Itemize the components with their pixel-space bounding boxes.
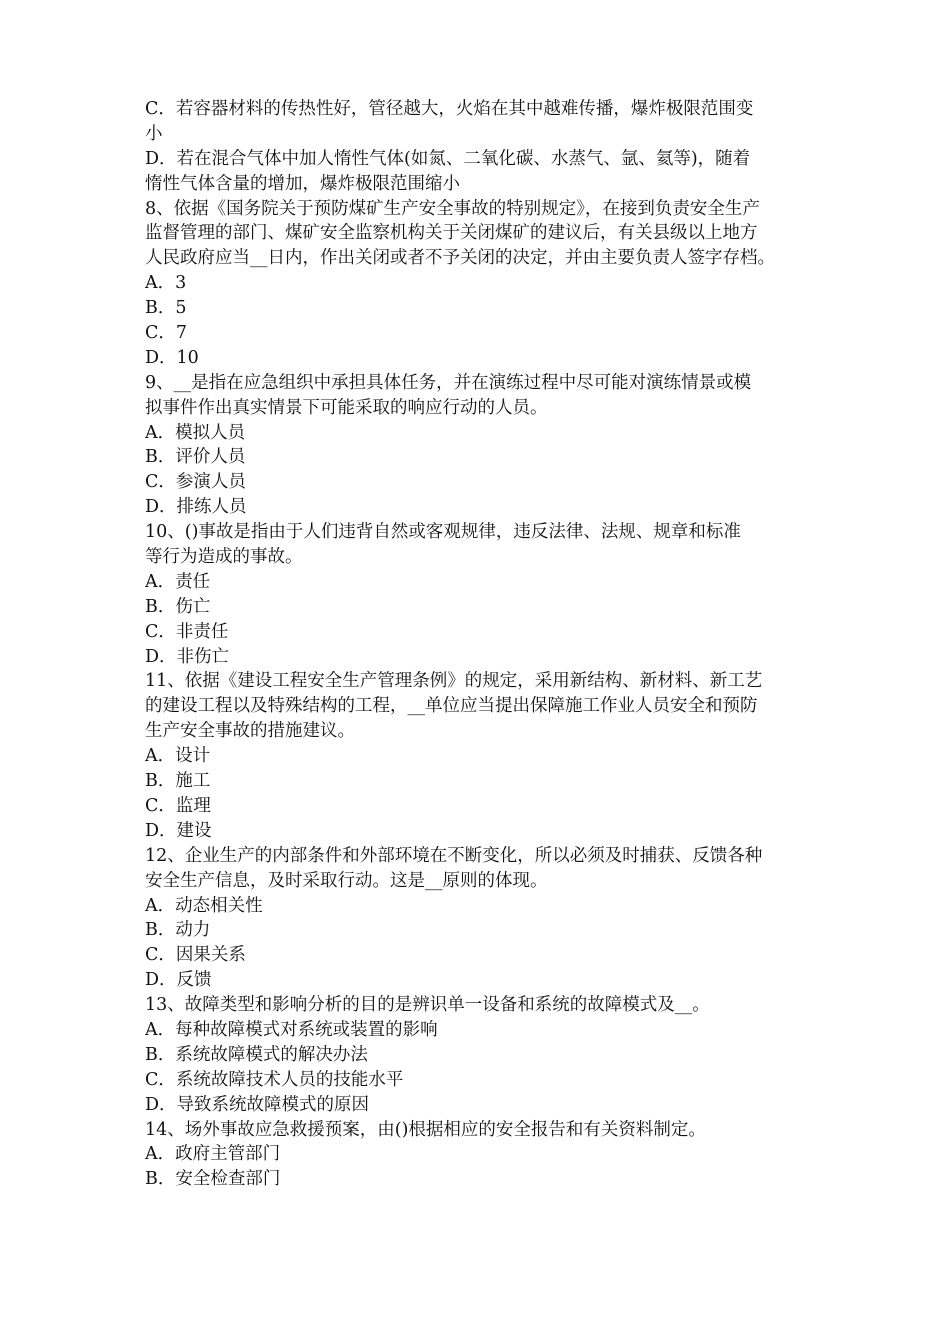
- text-line: C．若容器材料的传热性好，管径越大，火焰在其中越难传播，爆炸极限范围变: [145, 99, 754, 119]
- option-line: A．模拟人员: [145, 422, 246, 443]
- option-line: B．施工: [145, 771, 211, 792]
- option-line: C．系统故障技术人员的技能水平: [145, 1069, 404, 1090]
- option-line: C．因果关系: [145, 945, 246, 966]
- question-10: 10、()事故是指由于人们违背自然或客观规律，违反法律、法规、规章和标准: [145, 522, 741, 543]
- option-line: A．设计: [145, 746, 211, 767]
- question-11: 11、依据《建设工程安全生产管理条例》的规定，采用新结构、新材料、新工艺: [145, 671, 763, 692]
- option-line: D．导致系统故障模式的原因: [145, 1094, 370, 1115]
- option-line: A．政府主管部门: [145, 1144, 281, 1165]
- question-13: 13、故障类型和影响分析的目的是辨识单一设备和系统的故障模式及__。: [145, 995, 710, 1016]
- option-line: C．参演人员: [145, 472, 246, 493]
- option-line: D．反馈: [145, 970, 212, 991]
- text-line: 监督管理的部门、煤矿安全监察机构关于关闭煤矿的建议后，有关县级以上地方: [145, 223, 758, 244]
- option-line: A．每种故障模式对系统或装置的影响: [145, 1019, 438, 1040]
- text-line: D．若在混合气体中加人惰性气体(如氮、二氧化碳、水蒸气、氩、氦等)，随着: [145, 148, 751, 169]
- option-line: C．非责任: [145, 621, 229, 642]
- option-line: A．3: [145, 273, 187, 294]
- question-14: 14、场外事故应急救援预案，由()根据相应的安全报告和有关资料制定。: [145, 1119, 706, 1140]
- option-line: B．评价人员: [145, 447, 246, 468]
- text-line: 惰性气体含量的增加，爆炸极限范围缩小: [145, 173, 460, 194]
- document-page: [145, 97, 813, 1192]
- option-line: B．5: [145, 298, 187, 319]
- option-line: A．责任: [145, 571, 211, 592]
- option-line: D．非伤亡: [145, 646, 230, 667]
- option-line: B．系统故障模式的解决办法: [145, 1044, 368, 1065]
- text-line: 人民政府应当__日内，作出关闭或者不予关闭的决定，并由主要负责人签字存档。: [145, 248, 775, 269]
- option-line: C．7: [145, 323, 188, 344]
- option-line: C．监理: [145, 795, 211, 816]
- text-line: 小: [145, 123, 163, 144]
- text-line: 安全生产信息，及时采取行动。这是__原则的体现。: [145, 870, 548, 891]
- text-line: 的建设工程以及特殊结构的工程，__单位应当提出保障施工作业人员安全和预防: [145, 696, 758, 717]
- option-line: D．排练人员: [145, 497, 247, 518]
- question-8: 8、依据《国务院关于预防煤矿生产安全事故的特别规定》，在接到负责安全生产: [145, 198, 760, 219]
- question-12: 12、企业生产的内部条件和外部环境在不断变化，所以必须及时捕获、反馈各种: [145, 845, 763, 866]
- text-line: 拟事件作出真实情景下可能采取的响应行动的人员。: [145, 397, 548, 418]
- text-line: 生产安全事故的措施建议。: [145, 721, 355, 742]
- text-line: 等行为造成的事故。: [145, 547, 303, 568]
- option-line: A．动态相关性: [145, 895, 263, 916]
- option-line: B．安全检查部门: [145, 1169, 281, 1190]
- question-9: 9、__是指在应急组织中承担具体任务，并在演练过程中尽可能对演练情景或模: [145, 372, 752, 393]
- option-line: B．动力: [145, 920, 211, 941]
- option-line: D．建设: [145, 820, 212, 841]
- option-line: B．伤亡: [145, 596, 211, 617]
- option-line: D．10: [145, 347, 199, 368]
